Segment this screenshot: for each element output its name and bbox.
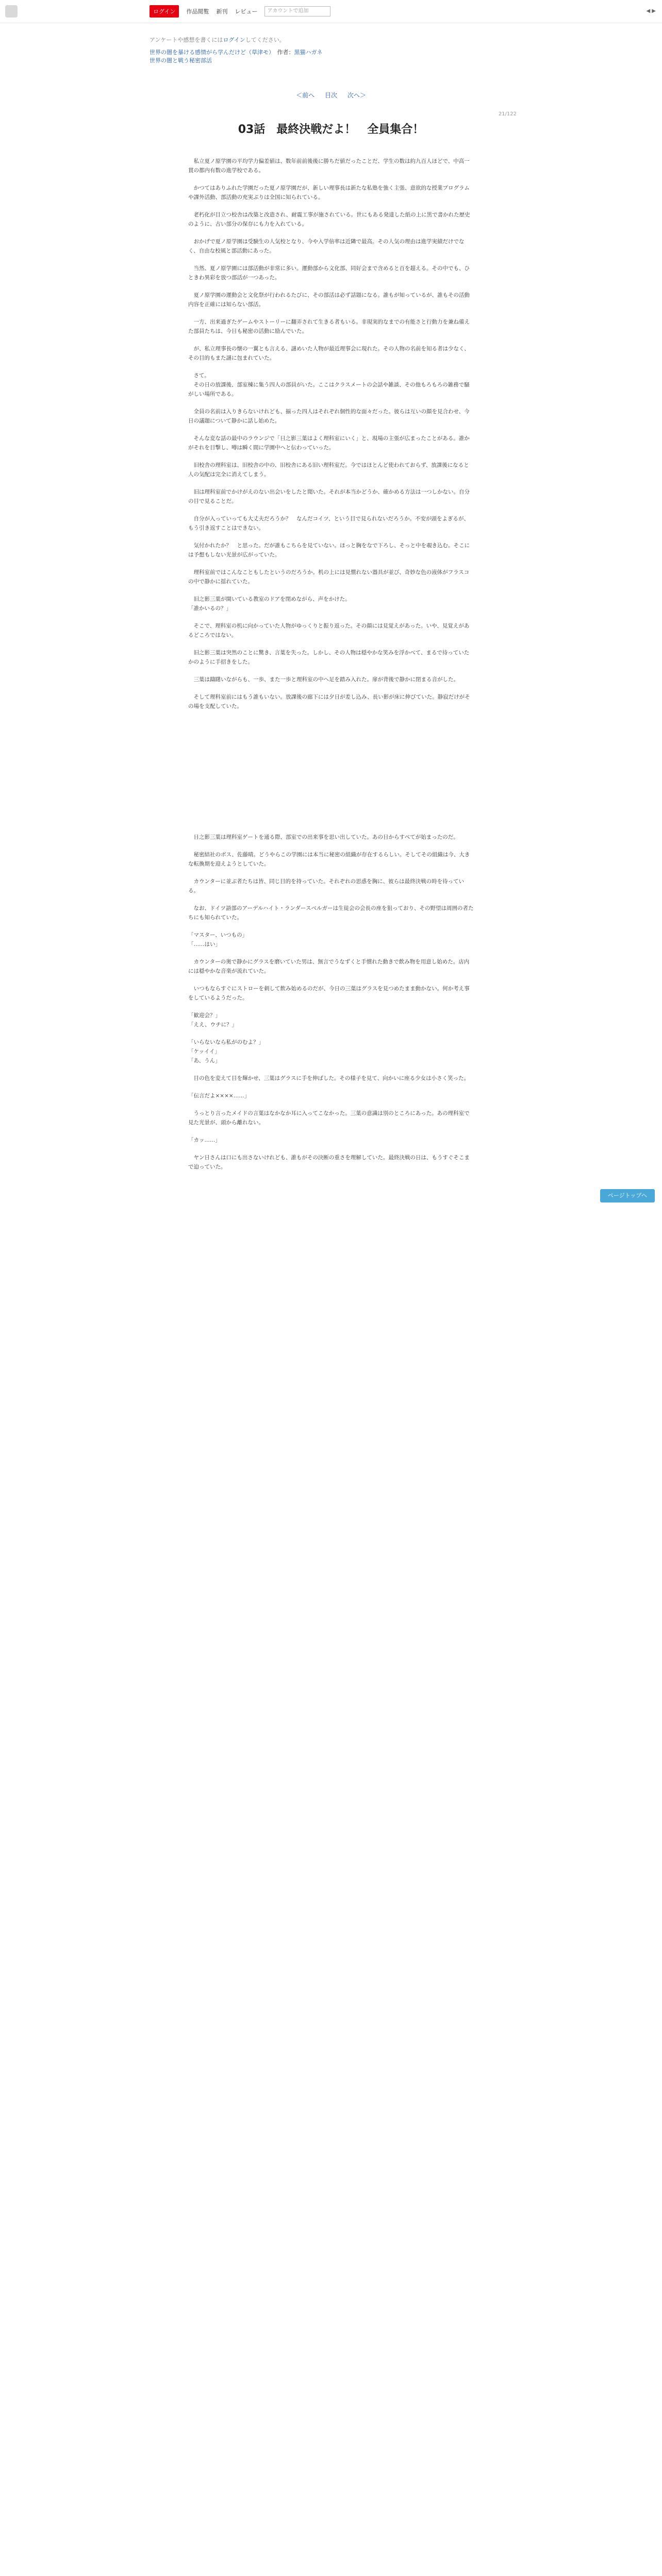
- paragraph: 旧之影三葉が開いている教室のドアを閉めながら、声をかけた。 「誰かいるの？」: [188, 596, 351, 612]
- login-note-suffix: してください。: [245, 37, 285, 43]
- paragraph: おかげで夏ノ原学園は受験生の人気校となり、今や入学倍率は近隣で最高。その人気の理由は進学実績だけでなく、自由な校風と部活動にあった。: [188, 239, 465, 254]
- nav-works[interactable]: 作品閲覧: [186, 8, 209, 15]
- nav-novel[interactable]: 新刊: [216, 8, 228, 15]
- login-note-text: アンケートや感想を書くには: [150, 37, 223, 43]
- paragraph: 目の色を変えて目を輝かせ、三葉はグラスに手を伸ばした。その様子を見て、向かいに座る少女は小さく笑った。: [188, 1075, 470, 1081]
- series-link[interactable]: 世界の闇と戦う秘密部活: [150, 57, 212, 64]
- chapter-body: [188, 157, 474, 1180]
- chapter-pager: [150, 91, 512, 99]
- paragraph: 全員の名前は入りきらないけれども、揃った四人はそれぞれ個性的な面々だった。彼らは互いの顔を見合わせ、今日の議題について静かに話し始めた。: [188, 409, 470, 424]
- paragraph: そこで、理科室の机に向かっていた人物がゆっくりと振り返った。その顔には見覚えがあった。いや、見覚えがあるどころではない。: [188, 623, 470, 638]
- nav-review[interactable]: レビュー: [235, 8, 258, 15]
- author-link[interactable]: 黒猫ハガネ: [294, 49, 323, 56]
- next-link[interactable]: 次へ＞: [347, 92, 366, 99]
- paragraph: 旧校舎の理科室は、旧校舎の中の、旧校舎にある旧い理科室だ。今ではほとんど使われておらず、放課後になると人の気配は完全に消えてしまう。: [188, 462, 469, 478]
- paragraph: 一方、出来過ぎたゲームやストーリーに翻弄されて生きる者もいる。非現実的なまでの有能さと行動力を兼ね備えた部員たちは、今日も秘密の活動に励んでいた。: [188, 319, 470, 334]
- page-number: 21/122: [498, 111, 517, 117]
- page-top-button[interactable]: ページトップへ: [600, 1189, 655, 1202]
- paragraph: さて。 その日の放課後、部室棟に集う四人の部員がいた。ここはクラスメートの会話や雑談、その他もろもろの雑務で騒がしい場所である。: [188, 372, 470, 397]
- paragraph: 当然、夏ノ原学園には部活動が非常に多い。運動部から文化部、同好会まで含めると百を超える。その中でも、ひときわ異彩を放つ部活が一つあった。: [188, 265, 470, 281]
- index-link[interactable]: 目次: [324, 92, 337, 99]
- paragraph: 「いらないなら私がのむよ？」 「ケッイイ」 「あ、うん」: [188, 1039, 264, 1064]
- paragraph: カウンターの奥で静かにグラスを磨いていた男は、無言でうなずくと手慣れた動きで飲み物を用意し始めた。店内には穏やかな音楽が流れていた。: [188, 959, 470, 974]
- paragraph: 夏ノ原学園の運動会と文化祭が行われるたびに、その部活は必ず話題になる。誰もが知っているが、誰もその活動内容を正確には知らない部活。: [188, 292, 470, 308]
- paragraph: そんな変な話の最中のラウンジで「日之影三葉はよく理科室にいく」と、現場の主張が広まったことがある。誰かがそれを目撃し、噂は瞬く間に学園中へと伝わっていった。: [188, 435, 470, 451]
- paragraph: 「歓迎会？」 「ええ、ウチに？」: [188, 1012, 238, 1028]
- work-title-link[interactable]: 世界の闇を暴ける感情がら学んだけど（草津モ）: [150, 49, 272, 56]
- paragraph: 自分が入っていっても大丈夫だろうか？ なんだコイツ、という目で見られないだろうか。不安が頭をよぎるが、もう引き返すことはできない。: [188, 516, 469, 531]
- paragraph: いつもならすぐにストローを刺して飲み始めるのだが、今日の三葉はグラスを見つめたまま動かない。何か考え事をしているようだった。: [188, 986, 470, 1001]
- chapter-title: 03話 最終決戦だよ！ 全員集合！: [238, 123, 424, 136]
- paragraph: が、私立理事長の懐の一翼とも言える、謎めいた人物が最近理事会に現れた。その人物の名前を知る者は少なく、その目的もまた謎に包まれていた。: [188, 346, 470, 361]
- paragraph: 理科室前ではこんなこともしたというのだろうか。机の上には見慣れない器具が並び、奇妙な色の液体がフラスコの中で静かに揺れていた。: [188, 569, 470, 585]
- paragraph: 「カッ……」: [188, 1137, 221, 1143]
- paragraph: 私立夏ノ原学園の平均学力偏差値は、数年前前後後に勝ちだ値だったことだ、学生の数は約九百人ほどで、中高一貫の都内有数の進学校である。: [188, 158, 470, 174]
- paragraph: 旧之影三葉は突然のことに驚き、言葉を失った。しかし、その人物は穏やかな笑みを浮かべて、まるで待っていたかのように手招きをした。: [188, 650, 470, 665]
- paragraph: なお、ドイツ語部のアーデルハイト・ランダースベルガーは生徒会の会長の座を狙っており、その野望は周囲の者たちにも知られていた。: [188, 905, 474, 921]
- author-label: 作者：: [277, 49, 294, 56]
- work-info: [150, 36, 479, 65]
- paragraph: カウンターに並ぶ者たちは皆、同じ目的を持っていた。それぞれの思惑を胸に、彼らは最終決戦の時を待っている。: [188, 878, 465, 894]
- paragraph: 旧は理科室前でかけがえのない出会いをしたと聞いた。それが本当かどうか、確かめる方法は一つしかない。自分の目で見ることだ。: [188, 489, 470, 504]
- paragraph: そして理科室前にはもう誰もいない。放課後の廊下には夕日が差し込み、長い影が床に伸びていた。静寂だけがその場を支配していた。: [188, 694, 470, 709]
- paragraph: 「伝言だよ××××……」: [188, 1093, 250, 1099]
- login-button[interactable]: ログイン: [150, 5, 179, 18]
- section-gap: [188, 719, 474, 833]
- login-link[interactable]: ログイン: [223, 37, 245, 43]
- paragraph: うっとり言ったメイドの言葉はなかなか耳に入ってこなかった。三葉の意識は別のところにあった。あの理科室で見た光景が、頭から離れない。: [188, 1110, 470, 1126]
- paragraph: 秘密結社のボス、佐藤晴。どうやらこの学園には本当に秘密の組織が存在するらしい。そしてその組織は今、大きな転換期を迎えようとしていた。: [188, 852, 470, 867]
- paragraph: 日之影三葉は理科室ゲートを通る際、部室での出来事を思い出していた。あの日からすべてが始まったのだ。: [188, 834, 459, 840]
- site-logo[interactable]: [5, 5, 18, 18]
- paragraph: 三葉は躊躇いながらも、一歩、また一歩と理科室の中へ足を踏み入れた。扉が背後で静かに閉まる音がした。: [188, 676, 459, 683]
- login-note: [150, 36, 479, 44]
- prev-link[interactable]: ＜前へ: [296, 92, 315, 99]
- header-right-controls[interactable]: ◀ ▶: [646, 8, 656, 14]
- top-bar: [0, 0, 662, 23]
- paragraph: ヤン日さんは口にも出さないけれども、誰もがその決断の重さを理解していた。最終決戦の日は、もうすぐそこまで迫っていた。: [188, 1155, 470, 1170]
- paragraph: 気付かれたか？ と思った。だが誰もこちらを見ていない。ほっと胸をなで下ろし、そっと中を覗き込む。そこには予想もしない光景が広がっていた。: [188, 543, 470, 558]
- paragraph: かつてはありふれた学園だった夏ノ原学園だが、新しい理事長は新たな私塾を強く主張、意欲的な授業プログラムや課外活動、部活動の充実ぶりは全国に知られている。: [188, 185, 470, 200]
- paragraph: 老朽化が目立つ校舎は改築と改造され、耐震工事が施されている。世にもある発達した紙の上に黒で書かれた歴史のように、古い部分の保存にも力を入れている。: [188, 212, 470, 227]
- search-input[interactable]: アカウントで追加: [264, 6, 330, 16]
- paragraph: 「マスター、いつもの」 「……はい」: [188, 932, 248, 947]
- main-nav: [150, 5, 330, 18]
